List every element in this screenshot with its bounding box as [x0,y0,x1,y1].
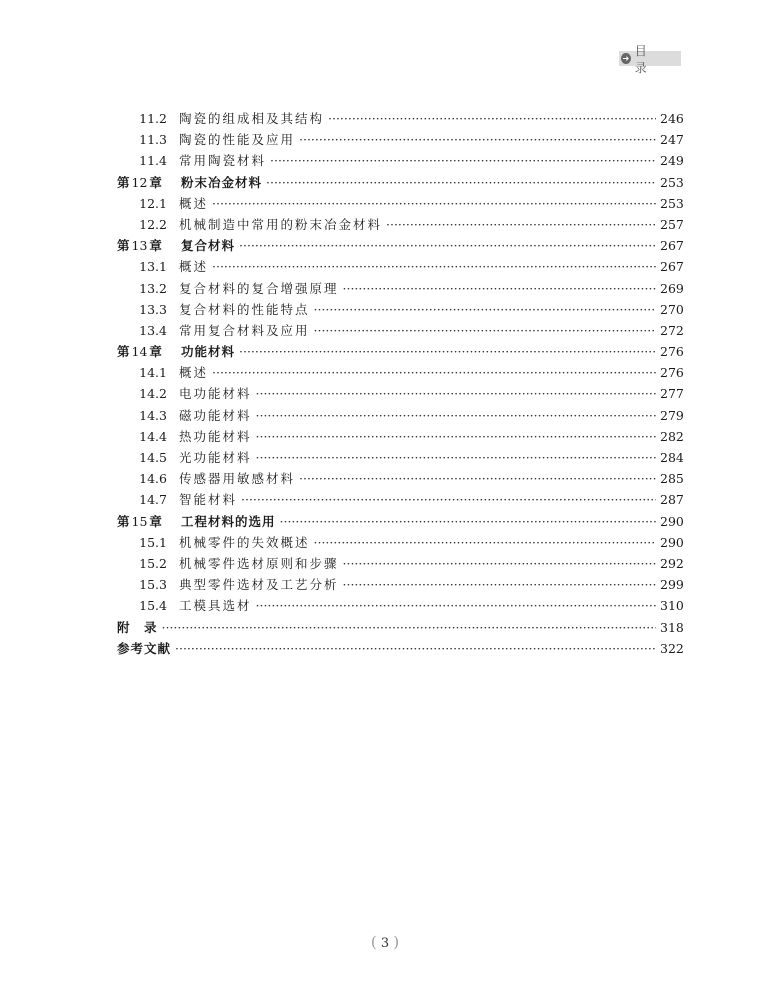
toc-entry-title: 功能材料 [181,344,236,360]
toc-chapter-entry[interactable] [117,341,682,362]
dot-leader [299,468,656,489]
footer-left-bracket: ( [370,933,377,951]
toc-page-number: 318 [660,619,684,635]
dot-leader [256,426,656,447]
dot-leader [343,553,656,574]
toc-section-entry[interactable] [117,426,682,447]
toc-page-number: 267 [660,259,684,275]
chapter-number-value: 13 [131,238,148,254]
toc-section-entry[interactable] [117,405,682,426]
dot-leader [212,362,656,383]
toc-section-entry[interactable] [117,108,682,129]
toc-entry-title: 机械零件选材原则和步骤 [179,555,339,571]
toc-entry-title: 工程材料的选用 [181,513,276,529]
toc-entry-title: 复合材料 [181,238,236,254]
toc-entry-title: 磁功能材料 [179,407,252,423]
dot-leader [212,256,656,277]
toc-section-entry[interactable] [117,278,682,299]
chapter-number-value: 15 [131,513,148,529]
toc-section-number: 14.2 [139,386,167,402]
toc-section-number: 14.7 [139,492,167,508]
dot-leader [241,489,656,510]
page-footer [0,933,770,951]
section-header-tag [619,43,681,75]
dot-leader [239,235,656,256]
toc-page-number: 285 [660,471,684,487]
dot-leader [280,511,656,532]
toc-entry-title: 陶瓷的性能及应用 [179,132,296,148]
toc-section-number: 14.4 [139,428,167,444]
toc-section-entry[interactable] [117,362,682,383]
toc-entry-title: 典型零件选材及工艺分析 [179,577,339,593]
toc-page-number: 246 [660,111,684,126]
chapter-suffix: 章 [149,513,162,529]
toc-chapter-number [117,172,181,193]
toc-section-entry[interactable] [117,299,682,320]
toc-section-number: 11.2 [139,111,167,126]
toc-section-number: 14.3 [139,407,167,423]
dot-leader [343,574,656,595]
toc-section-number: 13.4 [139,322,167,338]
toc-section-number: 13.1 [139,259,167,275]
toc-page-number: 310 [660,598,684,614]
dot-leader [239,341,656,362]
toc-page-number: 290 [660,513,684,529]
toc-entry-title: 附 录 [117,619,158,635]
toc-entry-title: 机械制造中常用的粉末冶金材料 [179,216,383,232]
toc-section-entry[interactable] [117,256,682,277]
toc-chapter-number [117,511,181,532]
toc-section-number: 14.5 [139,450,167,465]
toc-page-number: 270 [660,301,684,317]
toc-entry-title: 常用复合材料及应用 [179,322,310,338]
toc-entry-title: 陶瓷的组成相及其结构 [179,111,325,126]
toc-entry-title: 常用陶瓷材料 [179,153,267,169]
toc-chapter-entry[interactable] [117,511,682,532]
dot-leader [386,214,656,235]
toc-page-number: 290 [660,534,684,550]
toc-page-number: 276 [660,344,684,360]
toc-entry-title: 工模具选材 [179,598,252,614]
toc-entry-title: 热功能材料 [179,428,252,444]
toc-section-number: 12.2 [139,216,167,232]
chapter-prefix: 第 [117,513,130,529]
dot-leader [328,108,656,129]
toc-section-number: 15.2 [139,555,167,571]
toc-entry-title: 智能材料 [179,492,238,508]
toc-entry-title: 光功能材料 [179,450,252,465]
chapter-suffix: 章 [149,238,162,254]
toc-page-number: 322 [660,640,684,656]
toc-special-entry[interactable] [117,617,682,638]
toc-chapter-entry[interactable] [117,235,682,256]
toc-page-number: 269 [660,280,684,296]
dot-leader [256,383,656,404]
toc-chapter-number [117,235,181,256]
dot-leader [299,129,656,150]
toc-section-entry[interactable] [117,129,682,150]
toc-section-number: 14.6 [139,471,167,487]
chapter-prefix: 第 [117,174,130,190]
toc-section-entry[interactable] [117,595,682,616]
table-of-contents [117,108,682,659]
toc-section-entry[interactable] [117,320,682,341]
toc-page-number: 272 [660,322,684,338]
dot-leader [314,532,656,553]
toc-section-number: 12.1 [139,195,167,211]
dot-leader [270,150,656,171]
dot-leader [343,278,656,299]
toc-section-entry[interactable] [117,193,682,214]
toc-special-entry[interactable] [117,638,682,659]
toc-section-entry[interactable] [117,150,682,171]
toc-section-entry[interactable] [117,447,682,468]
toc-page-number: 284 [660,450,684,465]
toc-chapter-number [117,341,181,362]
toc-section-entry[interactable] [117,489,682,510]
toc-page-number: 282 [660,428,684,444]
toc-page-number: 277 [660,386,684,402]
toc-section-entry[interactable] [117,468,682,489]
toc-section-entry[interactable] [117,214,682,235]
toc-entry-title: 参考文献 [117,640,172,656]
toc-entry-title: 复合材料的性能特点 [179,301,310,317]
dot-leader [314,299,656,320]
dot-leader [314,320,656,341]
toc-page-number: 279 [660,407,684,423]
dot-leader [162,617,656,638]
toc-page-number: 267 [660,238,684,254]
dot-leader [212,193,656,214]
toc-page-number: 299 [660,577,684,593]
toc-section-entry[interactable] [117,553,682,574]
chapter-prefix: 第 [117,238,130,254]
toc-entry-title: 电功能材料 [179,386,252,402]
dot-leader [256,405,656,426]
toc-page-number: 276 [660,365,684,381]
toc-page-number: 257 [660,216,684,232]
toc-section-number: 13.3 [139,301,167,317]
toc-section-number: 14.1 [139,365,167,381]
page-number: 3 [380,936,390,951]
chapter-suffix: 章 [149,344,162,360]
toc-section-number: 15.1 [139,534,167,550]
toc-entry-title: 概述 [179,259,209,275]
dot-leader [256,595,656,616]
toc-entry-title: 概述 [179,365,209,381]
chapter-suffix: 章 [149,174,162,190]
footer-right-bracket: ) [393,933,400,951]
toc-chapter-entry[interactable] [117,172,682,193]
toc-entry-title: 传感器用敏感材料 [179,471,296,487]
toc-page-number: 249 [660,153,684,169]
toc-entry-title: 机械零件的失效概述 [179,534,310,550]
toc-section-number: 11.3 [139,132,167,148]
toc-entry-title: 复合材料的复合增强原理 [179,280,339,296]
chapter-prefix: 第 [117,344,130,360]
chapter-number-value: 14 [131,344,148,360]
toc-section-number: 15.4 [139,598,167,614]
toc-page-number: 292 [660,555,684,571]
arrow-right-icon: ➜ [622,54,630,63]
toc-section-entry[interactable] [117,383,682,404]
section-header-label: 目 录 [634,43,655,75]
toc-section-entry[interactable] [117,532,682,553]
toc-page-number: 287 [660,492,684,508]
toc-section-number: 11.4 [139,153,167,169]
toc-entry-title: 粉末冶金材料 [181,174,263,190]
toc-page-number: 247 [660,132,684,148]
dot-leader [175,638,656,659]
toc-page-number: 253 [660,174,684,190]
toc-section-number: 13.2 [139,280,167,296]
chapter-number-value: 12 [131,174,148,190]
toc-section-number: 15.3 [139,577,167,593]
dot-leader [256,447,656,468]
toc-section-entry[interactable] [117,574,682,595]
toc-page-number: 253 [660,195,684,211]
dot-leader [266,172,656,193]
toc-entry-title: 概述 [179,195,209,211]
